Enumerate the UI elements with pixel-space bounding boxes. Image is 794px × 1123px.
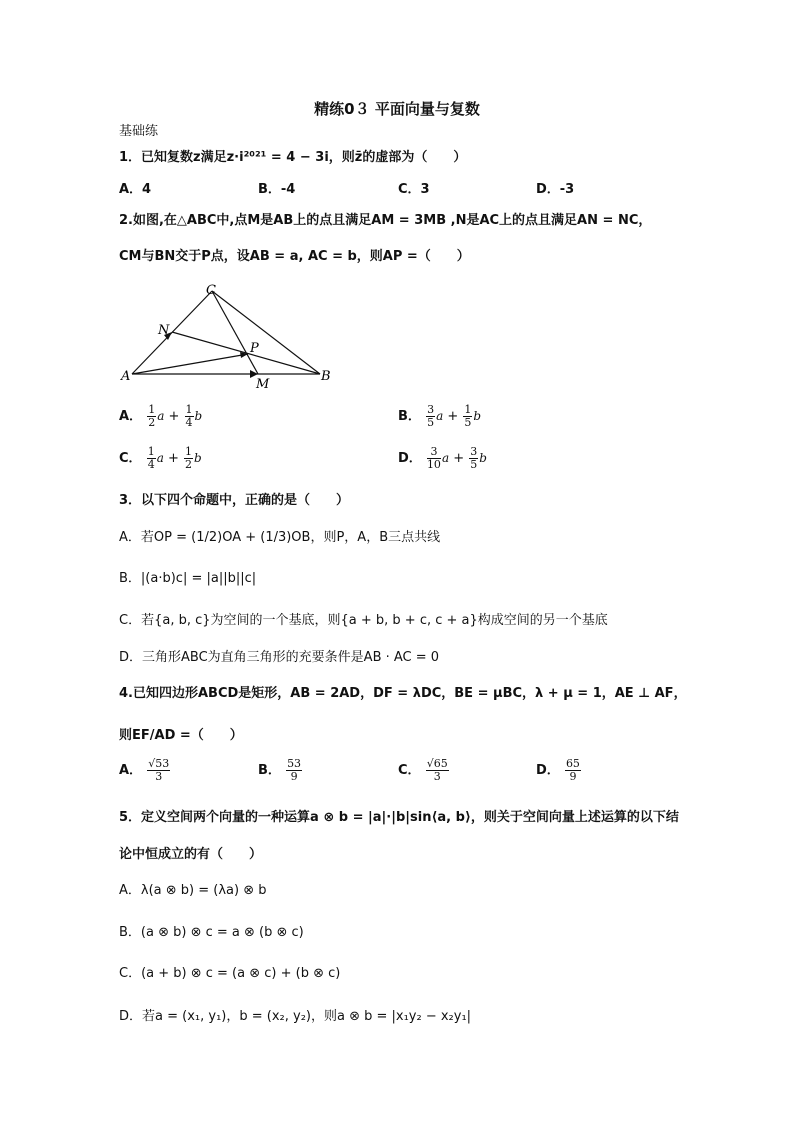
segment-cb xyxy=(212,291,320,374)
q5-option-b: B．(a ⊗ b) ⊗ c = a ⊗ (b ⊗ c) xyxy=(119,925,304,940)
segment-ap xyxy=(132,354,248,374)
label-m: M xyxy=(256,377,270,392)
q1-stem: 1．已知复数z满足z·i²⁰²¹ = 4 − 3i，则z̄的虚部为（ ） xyxy=(119,150,467,165)
q5-stem-line2: 论中恒成立的有（ ） xyxy=(119,847,263,862)
q4-option-b: B． $\frac{53}{9}$ xyxy=(258,757,302,783)
q3-option-b: B．|(a·b)c| = |a||b||c| xyxy=(119,571,257,586)
q1-option-d: D．-3 xyxy=(536,182,575,197)
q5-option-c: C．(a + b) ⊗ c = (a ⊗ c) + (b ⊗ c) xyxy=(119,966,341,981)
q4-stem-line2: 则EF/AD =（ ） xyxy=(119,728,243,743)
label-n: N xyxy=(158,323,170,338)
q2-option-b: B． $\frac{3}{5}$ a + $\frac{1}{5}$ b xyxy=(398,403,482,429)
q4-option-c: C． $\frac{√65}{3}$ xyxy=(398,757,448,783)
q3-option-c: C．若{a, b, c}为空间的一个基底，则{a + b, b + c, c + a}构成空间的另一个基底 xyxy=(119,613,608,628)
q4-option-a: A． $\frac{√53}{3}$ xyxy=(119,757,170,783)
triangle-figure xyxy=(118,282,338,392)
q3-stem: 3．以下四个命题中，正确的是（ ） xyxy=(119,493,350,508)
label-b: B xyxy=(321,369,331,384)
q2-option-d: D． $\frac{3}{10}$ a + $\frac{3}{5}$ b xyxy=(398,445,487,471)
q5-option-a: A．λ(a ⊗ b) = (λa) ⊗ b xyxy=(119,883,267,898)
label-a: A xyxy=(121,369,131,384)
q4-option-d: D． $\frac{65}{9}$ xyxy=(536,757,580,783)
q4-stem-line1: 4.已知四边形ABCD是矩形，AB = 2AD，DF = λDC，BE = μBC，λ + μ = 1，AE ⊥ AF， xyxy=(119,686,687,701)
q2-stem-line1: 2.如图,在△ABC中,点M是AB上的点且满足AM = 3MB ,N是AC上的点且满足AN = NC， xyxy=(119,213,652,228)
q1-option-b: B．-4 xyxy=(258,182,296,197)
q1-option-a: A．4 xyxy=(119,182,152,197)
section-label: 基础练 xyxy=(119,124,159,139)
label-c: C xyxy=(206,283,216,298)
q3-option-d: D．三角形ABC为直角三角形的充要条件是AB · AC = 0 xyxy=(119,650,440,665)
page-title: 精练0３ 平面向量与复数 xyxy=(314,100,480,118)
label-p: P xyxy=(250,341,259,356)
q2-stem-line2: CM与BN交于P点，设AB = a, AC = b，则AP =（ ） xyxy=(119,249,470,264)
q3-option-a: A．若OP = (1/2)OA + (1/3)OB，则P，A，B三点共线 xyxy=(119,530,441,545)
q1-option-c: C．3 xyxy=(398,182,430,197)
q5-stem-line1: 5．定义空间两个向量的一种运算a ⊗ b = |a|·|b|sin⟨a, b⟩，则关于空间向量上述运算的以下结 xyxy=(119,810,679,825)
segment-nb xyxy=(172,332,320,374)
segment-cm xyxy=(212,291,258,374)
q2-option-c: C． $\frac{1}{4}$ a + $\frac{1}{2}$ b xyxy=(119,445,202,471)
q5-option-d: D．若a = (x₁, y₁)，b = (x₂, y₂)，则a ⊗ b = |x₁y₂ − x₂y₁| xyxy=(119,1009,472,1024)
q2-option-a: A． $\frac{1}{2}$ a + $\frac{1}{4}$ b xyxy=(119,403,203,429)
